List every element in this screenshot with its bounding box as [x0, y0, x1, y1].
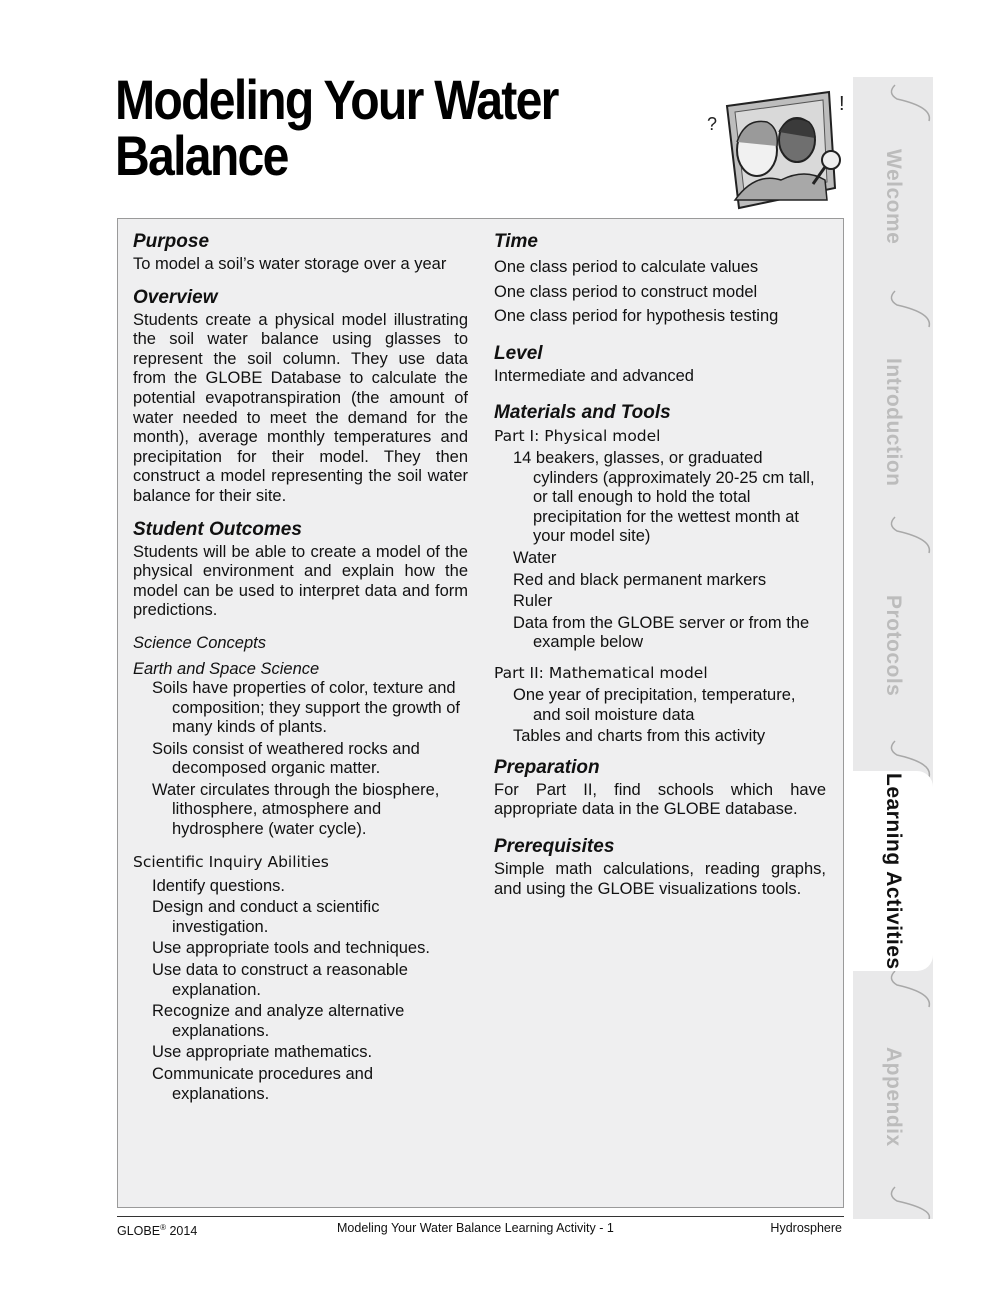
overview-heading: Overview: [133, 286, 218, 308]
list-item: Use appropriate mathematics.: [152, 1043, 373, 1062]
list-item: Design and conduct a scientific investigation.: [152, 898, 380, 936]
list-item: Soils consist of weathered rocks and decomposed organic matter.: [152, 739, 420, 778]
tab-protocols[interactable]: Protocols: [882, 595, 905, 697]
tab-appendix[interactable]: Appendix: [882, 1047, 905, 1147]
preparation-heading: Preparation: [494, 756, 600, 778]
time-line-2: One class period to construct model: [494, 282, 758, 301]
purpose-heading: Purpose: [133, 231, 210, 252]
tab-learning-activities[interactable]: Learning Activities: [853, 771, 933, 971]
inquiry-list: [133, 877, 468, 1105]
part1-list: [494, 449, 826, 653]
page-footer: [117, 1216, 844, 1239]
footer-center: Modeling Your Water Balance Learning Activity - 1: [337, 1221, 614, 1235]
inquiry-label: Scientific Inquiry Abilities: [133, 852, 329, 871]
part2-label: Part II: Mathematical model: [494, 664, 708, 683]
page-title: [115, 68, 597, 187]
outcomes-heading: Student Outcomes: [133, 518, 302, 540]
time-line-1: One class period to calculate values: [494, 258, 759, 276]
materials-heading: Materials and Tools: [494, 402, 671, 424]
list-item: Communicate procedures and explanations.: [152, 1065, 374, 1103]
level-text: Intermediate and advanced: [494, 366, 694, 385]
list-item: Tables and charts from this activity: [513, 727, 766, 746]
list-item: Use data to construct a reasonable explanation.: [152, 961, 408, 999]
time-line-3: One class period for hypothesis testing: [494, 307, 779, 325]
footer-left: GLOBE® 2014: [117, 1223, 198, 1239]
list-item: Water circulates through the biosphere, lithosphere, atmosphere and hydrosphere (water cycle).: [152, 780, 440, 839]
svg-text:?: ?: [707, 114, 718, 134]
list-item: Ruler: [513, 592, 553, 611]
title-line-1: Modeling Your Water: [115, 68, 558, 131]
right-column: [494, 229, 826, 899]
preparation-text: For Part II, find schools which have appropriate data in the GLOBE database.: [494, 780, 826, 819]
footer-right: Hydrosphere: [770, 1221, 842, 1235]
purpose-text: To model a soil’s water storage over a year: [133, 255, 447, 273]
level-heading: Level: [494, 342, 543, 364]
outcomes-text: Students will be able to create a model of the physical environment and explain how the model can be used to interpret data and form predictions.: [133, 542, 468, 620]
section-tab-bar: [853, 77, 933, 1219]
activity-summary-box: [117, 218, 844, 1208]
earth-space-list: [133, 679, 468, 840]
list-item: Data from the GLOBE server or from the example below: [513, 613, 810, 652]
earth-space-label: Earth and Space Science: [133, 659, 320, 678]
science-concepts-label: Science Concepts: [133, 633, 266, 652]
list-item: One year of precipitation, temperature, and soil moisture data: [513, 686, 796, 724]
time-heading: Time: [494, 231, 539, 252]
overview-text: Students create a physical model illustrating the soil water balance using glasses to represent the soil column. They use data from the GLOBE Database to calculate the potential evapotranspiration (the amount of water needed to meet the demand for the month), average monthly temperatures and precipitation for their model. They then construct a model representing the soil water balance for their site.: [133, 310, 468, 505]
prerequisites-heading: Prerequisites: [494, 836, 615, 857]
part1-label: Part I: Physical model: [494, 427, 661, 446]
svg-text:!: !: [839, 93, 845, 115]
tab-welcome[interactable]: Welcome: [882, 149, 905, 245]
students-illustration-icon: [705, 88, 855, 213]
title-line-2: Balance: [115, 124, 288, 187]
list-item: Identify questions.: [152, 876, 285, 895]
list-item: Use appropriate tools and techniques.: [152, 939, 430, 958]
left-column: [133, 229, 468, 1104]
list-item: Red and black permanent markers: [513, 570, 767, 589]
prerequisites-text: Simple math calculations, reading graphs, and using the GLOBE visualizations tools.: [494, 860, 826, 898]
part2-list: [494, 686, 826, 747]
list-item: Soils have properties of color, texture and composition; they support the growth of many kinds of plants.: [152, 678, 460, 737]
list-item: Recognize and analyze alternative explanations.: [152, 1002, 405, 1040]
list-item: Water: [513, 549, 557, 568]
list-item: 14 beakers, glasses, or graduated cylinders (approximately 20-25 cm tall, or tall enough to hold the total precipitation for the wettest month at your model site): [513, 449, 815, 546]
tab-introduction[interactable]: Introduction: [882, 357, 905, 487]
